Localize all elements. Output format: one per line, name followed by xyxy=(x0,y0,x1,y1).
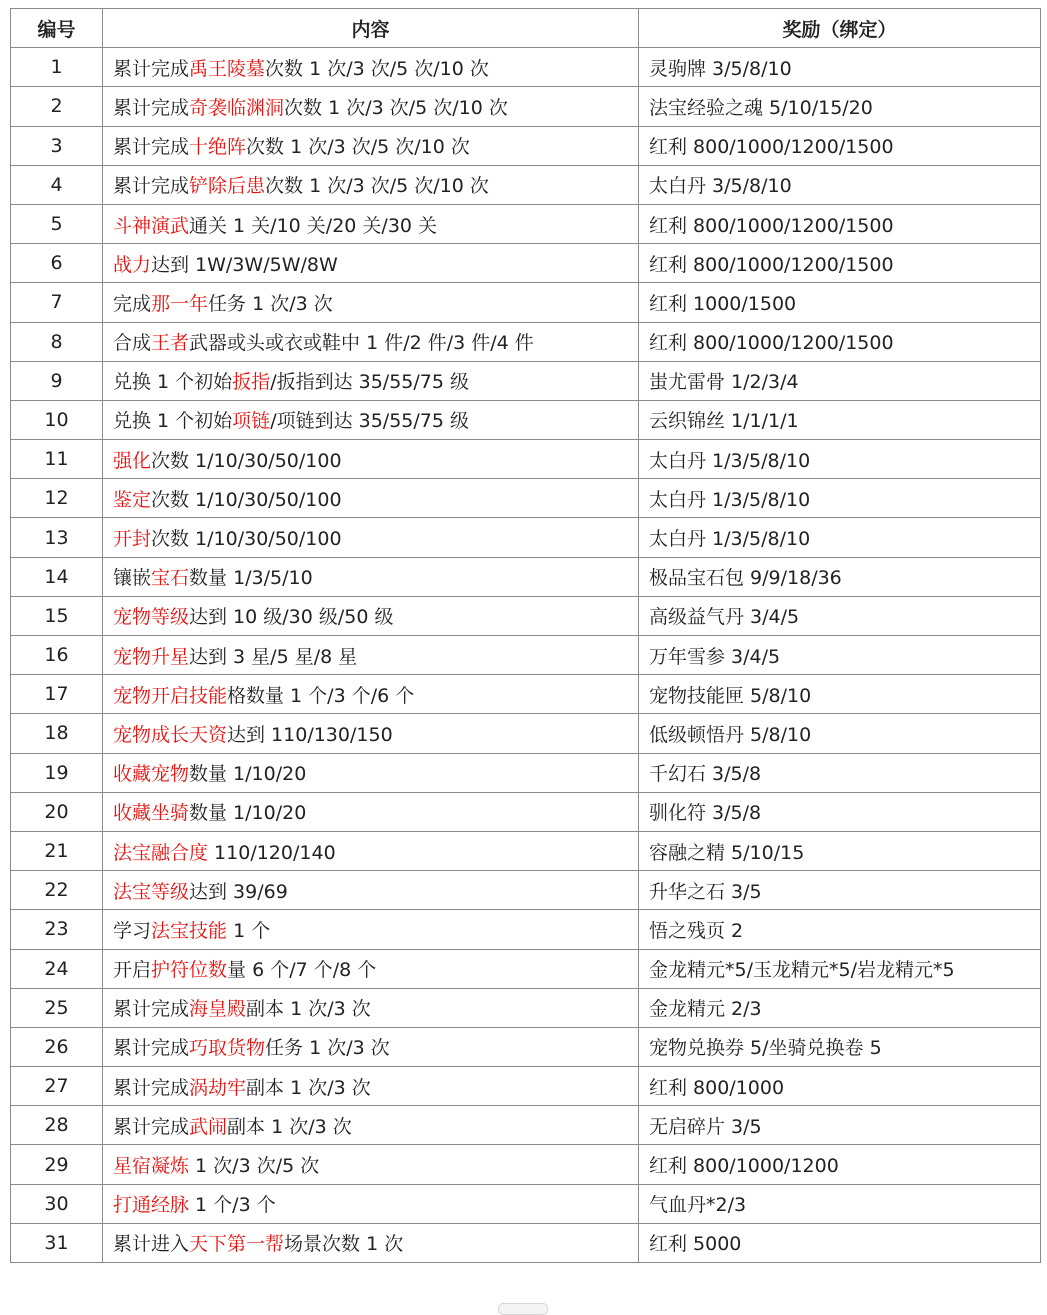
content-text: 110/120/140 xyxy=(208,841,336,864)
row-content xyxy=(103,1067,639,1106)
row-number: 24 xyxy=(11,949,103,988)
row-reward: 低级顿悟丹 5/8/10 xyxy=(639,714,1041,753)
content-text: 副本 1 次/3 次 xyxy=(227,1115,352,1138)
row-number: 22 xyxy=(11,871,103,910)
row-reward: 灵驹牌 3/5/8/10 xyxy=(639,48,1041,87)
row-reward: 太白丹 3/5/8/10 xyxy=(639,165,1041,204)
row-content xyxy=(103,596,639,635)
table-row xyxy=(11,714,1041,753)
row-number: 31 xyxy=(11,1223,103,1262)
table-row xyxy=(11,87,1041,126)
table-row xyxy=(11,596,1041,635)
row-reward: 红利 1000/1500 xyxy=(639,283,1041,322)
content-text: 任务 1 次/3 次 xyxy=(208,292,333,315)
row-reward: 蚩尤雷骨 1/2/3/4 xyxy=(639,361,1041,400)
row-reward: 驯化符 3/5/8 xyxy=(639,792,1041,831)
content-highlight-text: 巧取货物 xyxy=(189,1037,266,1060)
content-highlight-text: 斗神演武 xyxy=(113,214,190,237)
content-highlight-text: 铲除后患 xyxy=(189,175,266,198)
row-reward: 千幻石 3/5/8 xyxy=(639,753,1041,792)
table-header-row xyxy=(11,9,1041,48)
content-highlight-text: 战力 xyxy=(113,253,152,276)
content-highlight-text: 打通经脉 xyxy=(113,1194,190,1217)
content-highlight-text: 鉴定 xyxy=(113,488,152,511)
content-text: 次数 1 次/3 次/5 次/10 次 xyxy=(265,57,489,80)
table-row xyxy=(11,400,1041,439)
row-content xyxy=(103,714,639,753)
row-number: 4 xyxy=(11,165,103,204)
row-reward: 红利 800/1000/1200/1500 xyxy=(639,204,1041,243)
content-text: 达到 3 星/5 星/8 星 xyxy=(189,645,358,668)
row-number: 11 xyxy=(11,440,103,479)
content-text: 副本 1 次/3 次 xyxy=(246,1076,371,1099)
content-highlight-text: 那一年 xyxy=(151,292,209,315)
header-reward: 奖励（绑定） xyxy=(639,9,1041,48)
row-reward: 容融之精 5/10/15 xyxy=(639,831,1041,870)
row-content xyxy=(103,831,639,870)
content-text: /项链到达 35/55/75 级 xyxy=(270,410,470,433)
row-number: 6 xyxy=(11,244,103,283)
content-text: 累计完成 xyxy=(113,1115,190,1138)
content-highlight-text: 开封 xyxy=(113,528,152,551)
row-content xyxy=(103,87,639,126)
row-content xyxy=(103,518,639,557)
table-row xyxy=(11,949,1041,988)
row-content xyxy=(103,283,639,322)
row-number: 27 xyxy=(11,1067,103,1106)
table-row xyxy=(11,831,1041,870)
table-row xyxy=(11,1027,1041,1066)
row-content xyxy=(103,400,639,439)
bottom-scroll-tab xyxy=(498,1303,548,1315)
row-number: 16 xyxy=(11,636,103,675)
table-body xyxy=(11,48,1041,1263)
table-row xyxy=(11,910,1041,949)
content-highlight-text: 宠物等级 xyxy=(113,606,190,629)
content-text: 格数量 1 个/3 个/6 个 xyxy=(227,684,415,707)
content-text: 次数 1 次/3 次/5 次/10 次 xyxy=(246,136,470,159)
content-text: 累计完成 xyxy=(113,998,190,1021)
content-text: 副本 1 次/3 次 xyxy=(246,998,371,1021)
table-row xyxy=(11,361,1041,400)
row-content xyxy=(103,1106,639,1145)
content-text: 武器或头或衣或鞋中 1 件/2 件/3 件/4 件 xyxy=(189,332,534,355)
content-highlight-text: 强化 xyxy=(113,449,152,472)
row-reward: 悟之残页 2 xyxy=(639,910,1041,949)
row-number: 20 xyxy=(11,792,103,831)
content-text: 次数 1/10/30/50/100 xyxy=(151,528,342,551)
row-number: 12 xyxy=(11,479,103,518)
row-number: 25 xyxy=(11,988,103,1027)
row-number: 21 xyxy=(11,831,103,870)
row-reward: 万年雪参 3/4/5 xyxy=(639,636,1041,675)
table-row xyxy=(11,636,1041,675)
content-highlight-text: 宠物开启技能 xyxy=(113,684,228,707)
row-reward: 金龙精元*5/玉龙精元*5/岩龙精元*5 xyxy=(639,949,1041,988)
table-row xyxy=(11,204,1041,243)
row-content xyxy=(103,753,639,792)
row-number: 3 xyxy=(11,126,103,165)
row-reward: 红利 800/1000/1200/1500 xyxy=(639,322,1041,361)
content-highlight-text: 项链 xyxy=(232,410,271,433)
row-reward: 太白丹 1/3/5/8/10 xyxy=(639,479,1041,518)
row-number: 5 xyxy=(11,204,103,243)
row-reward: 宠物兑换券 5/坐骑兑换卷 5 xyxy=(639,1027,1041,1066)
row-number: 15 xyxy=(11,596,103,635)
content-text: 次数 1 次/3 次/5 次/10 次 xyxy=(284,96,508,119)
row-content xyxy=(103,1223,639,1262)
content-highlight-text: 涡劫牢 xyxy=(189,1076,247,1099)
row-content xyxy=(103,1184,639,1223)
row-reward: 红利 5000 xyxy=(639,1223,1041,1262)
content-highlight-text: 护符位数 xyxy=(151,959,228,982)
content-highlight-text: 海皇殿 xyxy=(189,998,247,1021)
row-reward: 法宝经验之魂 5/10/15/20 xyxy=(639,87,1041,126)
content-highlight-text: 天下第一帮 xyxy=(189,1233,285,1256)
row-content xyxy=(103,949,639,988)
table-row xyxy=(11,244,1041,283)
table-row xyxy=(11,165,1041,204)
table-row xyxy=(11,871,1041,910)
row-content xyxy=(103,636,639,675)
row-number: 13 xyxy=(11,518,103,557)
content-text: 达到 110/130/150 xyxy=(227,723,393,746)
table-row xyxy=(11,479,1041,518)
content-text: 兑换 1 个初始 xyxy=(113,371,233,394)
row-number: 10 xyxy=(11,400,103,439)
row-content xyxy=(103,479,639,518)
row-content xyxy=(103,675,639,714)
table-row xyxy=(11,322,1041,361)
content-text: 数量 1/10/20 xyxy=(189,763,307,786)
content-highlight-text: 星宿凝炼 xyxy=(113,1155,190,1178)
table-row xyxy=(11,283,1041,322)
content-highlight-text: 奇袭临渊洞 xyxy=(189,96,285,119)
row-reward: 升华之石 3/5 xyxy=(639,871,1041,910)
content-text: 合成 xyxy=(113,332,152,355)
row-number: 8 xyxy=(11,322,103,361)
content-text: 兑换 1 个初始 xyxy=(113,410,233,433)
content-text: 场景次数 1 次 xyxy=(284,1233,404,1256)
row-number: 17 xyxy=(11,675,103,714)
content-text: 学习 xyxy=(113,919,152,942)
content-text: 累计完成 xyxy=(113,175,190,198)
content-text: 镶嵌 xyxy=(113,567,152,590)
table-row xyxy=(11,1145,1041,1184)
table-row xyxy=(11,440,1041,479)
content-text: 量 6 个/7 个/8 个 xyxy=(227,959,377,982)
row-number: 30 xyxy=(11,1184,103,1223)
row-content xyxy=(103,557,639,596)
row-content xyxy=(103,1027,639,1066)
table-row xyxy=(11,557,1041,596)
row-reward: 无启碎片 3/5 xyxy=(639,1106,1041,1145)
content-highlight-text: 宝石 xyxy=(151,567,190,590)
table-row xyxy=(11,1184,1041,1223)
row-reward: 金龙精元 2/3 xyxy=(639,988,1041,1027)
row-number: 29 xyxy=(11,1145,103,1184)
table-row xyxy=(11,1106,1041,1145)
content-text: 通关 1 关/10 关/20 关/30 关 xyxy=(189,214,438,237)
header-content: 内容 xyxy=(103,9,639,48)
table-row xyxy=(11,518,1041,557)
table-row xyxy=(11,792,1041,831)
content-highlight-text: 扳指 xyxy=(232,371,271,394)
row-content xyxy=(103,165,639,204)
content-highlight-text: 宠物成长天资 xyxy=(113,723,228,746)
row-number: 26 xyxy=(11,1027,103,1066)
row-content xyxy=(103,126,639,165)
task-reward-table xyxy=(10,8,1041,1263)
table-row xyxy=(11,1067,1041,1106)
row-content xyxy=(103,244,639,283)
row-number: 7 xyxy=(11,283,103,322)
content-text: 累计完成 xyxy=(113,1037,190,1060)
table-row xyxy=(11,126,1041,165)
row-content xyxy=(103,204,639,243)
content-text: 达到 1W/3W/5W/8W xyxy=(151,253,338,276)
content-text: /扳指到达 35/55/75 级 xyxy=(270,371,470,394)
content-text: 次数 1/10/30/50/100 xyxy=(151,488,342,511)
row-content xyxy=(103,792,639,831)
row-content xyxy=(103,1145,639,1184)
table-row xyxy=(11,753,1041,792)
content-text: 1 个 xyxy=(227,919,271,942)
content-text: 任务 1 次/3 次 xyxy=(265,1037,390,1060)
content-highlight-text: 收藏坐骑 xyxy=(113,802,190,825)
content-text: 1 次/3 次/5 次 xyxy=(189,1155,320,1178)
row-reward: 红利 800/1000/1200/1500 xyxy=(639,126,1041,165)
content-text: 累计完成 xyxy=(113,57,190,80)
content-highlight-text: 十绝阵 xyxy=(189,136,247,159)
content-highlight-text: 宠物升星 xyxy=(113,645,190,668)
content-text: 1 个/3 个 xyxy=(189,1194,276,1217)
row-number: 1 xyxy=(11,48,103,87)
header-num: 编号 xyxy=(11,9,103,48)
table-row xyxy=(11,675,1041,714)
row-reward: 极品宝石包 9/9/18/36 xyxy=(639,557,1041,596)
table-row xyxy=(11,48,1041,87)
content-highlight-text: 王者 xyxy=(151,332,190,355)
row-content xyxy=(103,871,639,910)
row-number: 9 xyxy=(11,361,103,400)
content-text: 累计完成 xyxy=(113,136,190,159)
row-reward: 红利 800/1000/1200 xyxy=(639,1145,1041,1184)
row-number: 14 xyxy=(11,557,103,596)
content-text: 完成 xyxy=(113,292,152,315)
content-text: 达到 10 级/30 级/50 级 xyxy=(189,606,394,629)
row-number: 2 xyxy=(11,87,103,126)
content-text: 次数 1 次/3 次/5 次/10 次 xyxy=(265,175,489,198)
row-number: 28 xyxy=(11,1106,103,1145)
content-text: 次数 1/10/30/50/100 xyxy=(151,449,342,472)
row-number: 19 xyxy=(11,753,103,792)
row-reward: 太白丹 1/3/5/8/10 xyxy=(639,518,1041,557)
content-text: 数量 1/3/5/10 xyxy=(189,567,313,590)
table-row xyxy=(11,1223,1041,1262)
row-content xyxy=(103,988,639,1027)
row-content xyxy=(103,48,639,87)
content-text: 开启 xyxy=(113,959,152,982)
content-highlight-text: 法宝等级 xyxy=(113,880,190,903)
content-highlight-text: 法宝融合度 xyxy=(113,841,209,864)
row-content xyxy=(103,322,639,361)
row-content xyxy=(103,361,639,400)
content-text: 累计进入 xyxy=(113,1233,190,1256)
row-content xyxy=(103,910,639,949)
table-row xyxy=(11,988,1041,1027)
content-text: 达到 39/69 xyxy=(189,880,288,903)
content-highlight-text: 收藏宠物 xyxy=(113,763,190,786)
row-reward: 高级益气丹 3/4/5 xyxy=(639,596,1041,635)
row-content xyxy=(103,440,639,479)
row-reward: 气血丹*2/3 xyxy=(639,1184,1041,1223)
row-reward: 太白丹 1/3/5/8/10 xyxy=(639,440,1041,479)
row-reward: 云织锦丝 1/1/1/1 xyxy=(639,400,1041,439)
content-text: 累计完成 xyxy=(113,1076,190,1099)
content-highlight-text: 法宝技能 xyxy=(151,919,228,942)
content-highlight-text: 武闹 xyxy=(189,1115,228,1138)
row-reward: 红利 800/1000 xyxy=(639,1067,1041,1106)
content-text: 累计完成 xyxy=(113,96,190,119)
row-number: 23 xyxy=(11,910,103,949)
row-reward: 红利 800/1000/1200/1500 xyxy=(639,244,1041,283)
row-reward: 宠物技能匣 5/8/10 xyxy=(639,675,1041,714)
row-number: 18 xyxy=(11,714,103,753)
content-highlight-text: 禹王陵墓 xyxy=(189,57,266,80)
content-text: 数量 1/10/20 xyxy=(189,802,307,825)
